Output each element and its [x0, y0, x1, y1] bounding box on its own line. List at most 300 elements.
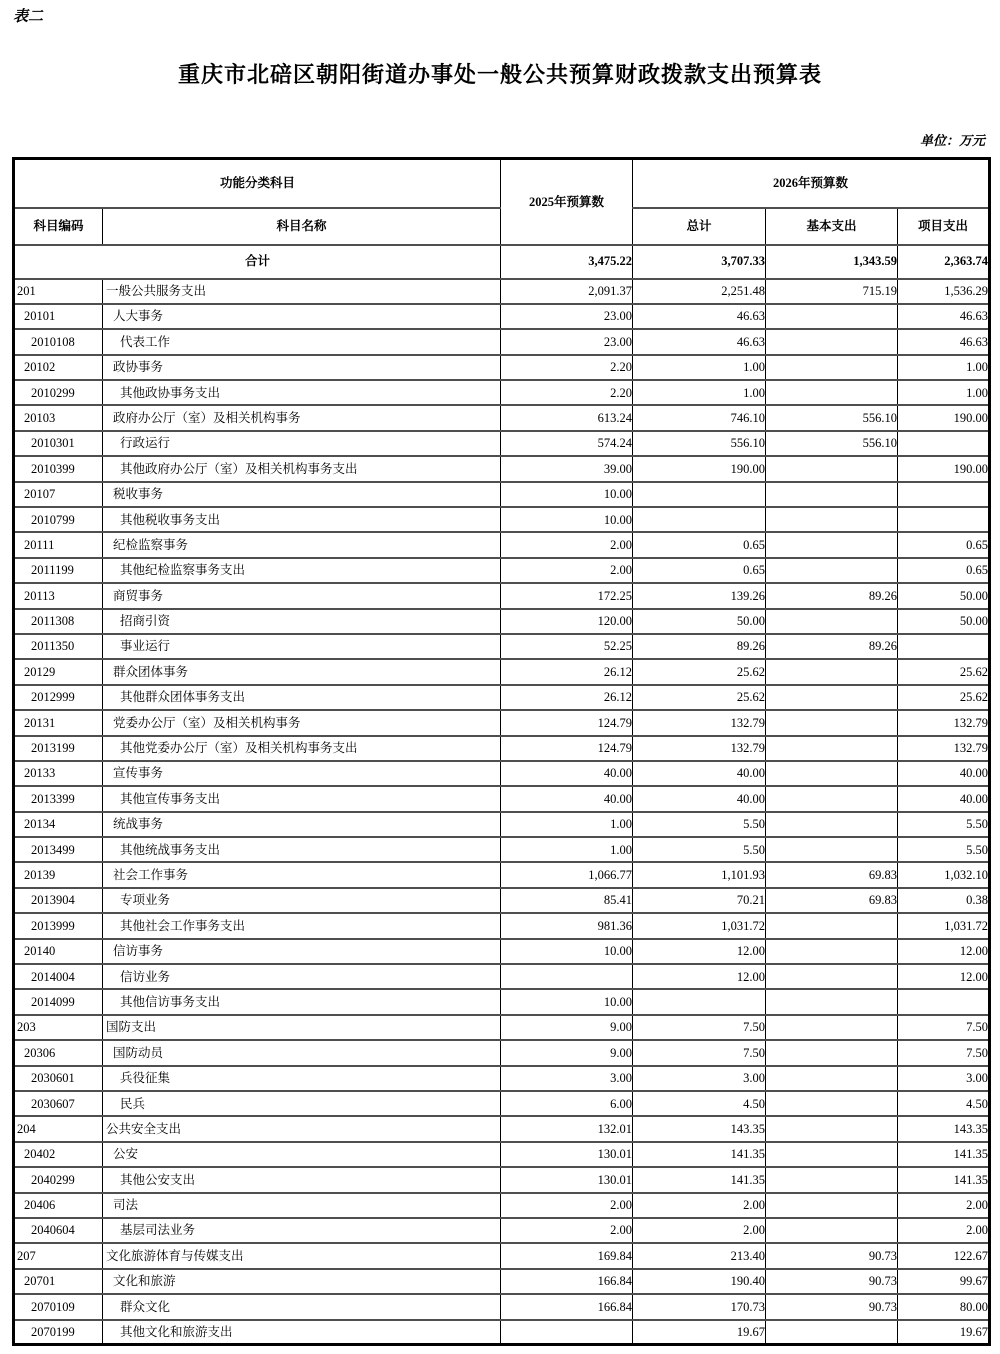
budget-2026-project-cell: 7.50 — [898, 1015, 990, 1040]
budget-2026-total-cell: 5.50 — [633, 837, 766, 862]
budget-2025-cell — [501, 1320, 633, 1345]
subject-name-cell: 国防动员 — [103, 1040, 501, 1065]
budget-2026-basic-cell: 556.10 — [766, 431, 898, 456]
budget-2026-basic-cell — [766, 1193, 898, 1218]
budget-2026-basic-cell — [766, 1116, 898, 1141]
budget-2026-total-cell: 5.50 — [633, 812, 766, 837]
table-row — [14, 710, 990, 735]
header-functional-classification: 功能分类科目 — [14, 159, 501, 208]
subject-code-cell: 2013499 — [14, 837, 103, 862]
budget-2025-cell: 9.00 — [501, 1040, 633, 1065]
budget-2026-total-cell: 1.00 — [633, 380, 766, 405]
table-row — [14, 1269, 990, 1294]
budget-2026-total-cell: 190.00 — [633, 456, 766, 481]
subject-code-cell: 2010799 — [14, 507, 103, 532]
budget-2026-total-cell: 7.50 — [633, 1015, 766, 1040]
budget-2026-total-cell: 141.35 — [633, 1167, 766, 1192]
subject-code-cell: 20101 — [14, 304, 103, 329]
subject-name-cell: 党委办公厅（室）及相关机构事务 — [103, 710, 501, 735]
summary-2025-value: 3,475.22 — [501, 245, 633, 279]
budget-2026-project-cell: 7.50 — [898, 1040, 990, 1065]
table-row — [14, 812, 990, 837]
table-row — [14, 862, 990, 887]
subject-code-cell: 20103 — [14, 405, 103, 430]
budget-2026-project-cell — [898, 431, 990, 456]
budget-2025-cell: 981.36 — [501, 913, 633, 938]
budget-2026-basic-cell: 556.10 — [766, 405, 898, 430]
budget-2025-cell: 26.12 — [501, 659, 633, 684]
budget-2026-project-cell: 143.35 — [898, 1116, 990, 1141]
subject-name-cell: 国防支出 — [103, 1015, 501, 1040]
table-row — [14, 456, 990, 481]
budget-2026-project-cell: 25.62 — [898, 685, 990, 710]
subject-code-cell: 204 — [14, 1116, 103, 1141]
subject-code-cell: 2040604 — [14, 1218, 103, 1243]
subject-name-cell: 招商引资 — [103, 609, 501, 634]
budget-2025-cell: 2.00 — [501, 1218, 633, 1243]
subject-name-cell: 公安 — [103, 1142, 501, 1167]
subject-name-cell: 兵役征集 — [103, 1066, 501, 1091]
budget-2026-total-cell: 3.00 — [633, 1066, 766, 1091]
subject-name-cell: 文化旅游体育与传媒支出 — [103, 1243, 501, 1268]
table-row — [14, 1243, 990, 1268]
subject-code-cell: 2040299 — [14, 1167, 103, 1192]
subject-code-cell: 20107 — [14, 482, 103, 507]
table-row — [14, 1116, 990, 1141]
budget-2025-cell: 120.00 — [501, 609, 633, 634]
budget-2025-cell: 172.25 — [501, 583, 633, 608]
budget-2025-cell: 39.00 — [501, 456, 633, 481]
budget-2026-basic-cell — [766, 710, 898, 735]
budget-2026-basic-cell — [766, 355, 898, 380]
budget-2025-cell: 166.84 — [501, 1269, 633, 1294]
budget-2025-cell: 40.00 — [501, 786, 633, 811]
budget-2026-total-cell: 1,101.93 — [633, 862, 766, 887]
budget-2025-cell: 10.00 — [501, 482, 633, 507]
budget-2026-project-cell: 40.00 — [898, 761, 990, 786]
table-row — [14, 659, 990, 684]
subject-name-cell: 商贸事务 — [103, 583, 501, 608]
table-row — [14, 964, 990, 989]
budget-2025-cell: 574.24 — [501, 431, 633, 456]
budget-2026-total-cell: 746.10 — [633, 405, 766, 430]
budget-2026-total-cell: 4.50 — [633, 1091, 766, 1116]
subject-name-cell: 统战事务 — [103, 812, 501, 837]
budget-2026-total-cell: 25.62 — [633, 685, 766, 710]
budget-2026-project-cell: 132.79 — [898, 710, 990, 735]
table-row — [14, 507, 990, 532]
subject-name-cell: 其他政协事务支出 — [103, 380, 501, 405]
subject-name-cell: 其他政府办公厅（室）及相关机构事务支出 — [103, 456, 501, 481]
budget-2026-basic-cell: 69.83 — [766, 862, 898, 887]
header-basic-expenditure: 基本支出 — [766, 208, 898, 245]
budget-2026-project-cell — [898, 989, 990, 1014]
subject-code-cell: 2013999 — [14, 913, 103, 938]
budget-2026-project-cell: 2.00 — [898, 1218, 990, 1243]
budget-2026-total-cell: 19.67 — [633, 1320, 766, 1345]
table-row — [14, 355, 990, 380]
table-row — [14, 304, 990, 329]
budget-2026-total-cell: 2.00 — [633, 1193, 766, 1218]
table-row — [14, 329, 990, 354]
budget-2025-cell: 10.00 — [501, 989, 633, 1014]
subject-code-cell: 2012999 — [14, 685, 103, 710]
budget-2025-cell: 26.12 — [501, 685, 633, 710]
subject-code-cell: 2030607 — [14, 1091, 103, 1116]
subject-code-cell: 20134 — [14, 812, 103, 837]
subject-code-cell: 20133 — [14, 761, 103, 786]
table-number-label: 表二 — [13, 9, 44, 25]
subject-name-cell: 其他群众团体事务支出 — [103, 685, 501, 710]
budget-2026-basic-cell — [766, 609, 898, 634]
subject-name-cell: 一般公共服务支出 — [103, 279, 501, 304]
budget-2026-basic-cell: 90.73 — [766, 1294, 898, 1319]
header-total: 总计 — [633, 208, 766, 245]
table-row — [14, 380, 990, 405]
subject-name-cell: 文化和旅游 — [103, 1269, 501, 1294]
budget-2026-basic-cell — [766, 1142, 898, 1167]
budget-2026-basic-cell — [766, 989, 898, 1014]
budget-2026-total-cell: 89.26 — [633, 634, 766, 659]
header-project-expenditure: 项目支出 — [898, 208, 990, 245]
table-row — [14, 1091, 990, 1116]
budget-2026-basic-cell — [766, 1218, 898, 1243]
budget-2026-project-cell: 46.63 — [898, 304, 990, 329]
header-2025-budget: 2025年预算数 — [501, 159, 633, 245]
budget-2026-project-cell: 12.00 — [898, 964, 990, 989]
budget-2026-basic-cell — [766, 1066, 898, 1091]
budget-2026-project-cell: 50.00 — [898, 583, 990, 608]
budget-2026-total-cell: 132.79 — [633, 710, 766, 735]
table-row — [14, 1066, 990, 1091]
budget-2026-basic-cell: 69.83 — [766, 888, 898, 913]
budget-2026-total-cell — [633, 482, 766, 507]
table-row — [14, 1193, 990, 1218]
budget-2025-cell: 23.00 — [501, 329, 633, 354]
budget-2025-cell: 10.00 — [501, 939, 633, 964]
table-row — [14, 532, 990, 557]
subject-name-cell: 其他公安支出 — [103, 1167, 501, 1192]
table-row — [14, 761, 990, 786]
budget-2025-cell: 2,091.37 — [501, 279, 633, 304]
budget-2026-basic-cell — [766, 964, 898, 989]
table-row — [14, 482, 990, 507]
subject-code-cell: 2070199 — [14, 1320, 103, 1345]
budget-2026-basic-cell — [766, 558, 898, 583]
budget-2026-basic-cell — [766, 659, 898, 684]
budget-2026-total-cell: 170.73 — [633, 1294, 766, 1319]
table-row — [14, 1040, 990, 1065]
budget-2026-project-cell — [898, 482, 990, 507]
subject-name-cell: 纪检监察事务 — [103, 532, 501, 557]
budget-2025-cell: 166.84 — [501, 1294, 633, 1319]
budget-2025-cell: 1.00 — [501, 812, 633, 837]
budget-2026-basic-cell — [766, 482, 898, 507]
subject-name-cell: 专项业务 — [103, 888, 501, 913]
budget-2025-cell: 2.00 — [501, 532, 633, 557]
budget-2026-basic-cell: 89.26 — [766, 634, 898, 659]
budget-2025-cell: 1.00 — [501, 837, 633, 862]
budget-2026-project-cell: 4.50 — [898, 1091, 990, 1116]
budget-2026-project-cell: 80.00 — [898, 1294, 990, 1319]
table-row — [14, 431, 990, 456]
subject-name-cell: 税收事务 — [103, 482, 501, 507]
table-row — [14, 634, 990, 659]
budget-2026-total-cell: 141.35 — [633, 1142, 766, 1167]
header-2026-budget: 2026年预算数 — [633, 159, 990, 208]
budget-2025-cell: 2.20 — [501, 380, 633, 405]
budget-2026-project-cell — [898, 507, 990, 532]
subject-name-cell: 其他文化和旅游支出 — [103, 1320, 501, 1345]
table-row — [14, 989, 990, 1014]
budget-2026-project-cell: 190.00 — [898, 405, 990, 430]
table-row — [14, 685, 990, 710]
budget-2025-cell: 52.25 — [501, 634, 633, 659]
table-row — [14, 1218, 990, 1243]
subject-name-cell: 社会工作事务 — [103, 862, 501, 887]
subject-code-cell: 20140 — [14, 939, 103, 964]
subject-name-cell: 其他纪检监察事务支出 — [103, 558, 501, 583]
budget-2026-total-cell: 2,251.48 — [633, 279, 766, 304]
subject-code-cell: 20131 — [14, 710, 103, 735]
summary-basic-value: 1,343.59 — [766, 245, 898, 279]
subject-name-cell: 其他税收事务支出 — [103, 507, 501, 532]
subject-code-cell: 20129 — [14, 659, 103, 684]
budget-2026-basic-cell — [766, 1091, 898, 1116]
table-row — [14, 583, 990, 608]
subject-name-cell: 宣传事务 — [103, 761, 501, 786]
budget-2026-basic-cell — [766, 736, 898, 761]
budget-2025-cell: 124.79 — [501, 710, 633, 735]
table-row — [14, 609, 990, 634]
budget-2026-project-cell: 19.67 — [898, 1320, 990, 1345]
budget-2025-cell: 169.84 — [501, 1243, 633, 1268]
budget-2026-basic-cell — [766, 761, 898, 786]
subject-code-cell: 2013399 — [14, 786, 103, 811]
budget-2026-project-cell: 1.00 — [898, 380, 990, 405]
budget-2026-total-cell: 46.63 — [633, 329, 766, 354]
budget-2026-total-cell — [633, 989, 766, 1014]
budget-2025-cell: 10.00 — [501, 507, 633, 532]
budget-2025-cell: 23.00 — [501, 304, 633, 329]
budget-2026-basic-cell — [766, 812, 898, 837]
subject-code-cell: 20701 — [14, 1269, 103, 1294]
table-row — [14, 1167, 990, 1192]
subject-code-cell: 207 — [14, 1243, 103, 1268]
budget-2025-cell: 2.00 — [501, 1193, 633, 1218]
budget-2026-total-cell: 556.10 — [633, 431, 766, 456]
unit-label: 单位：万元 — [919, 133, 985, 148]
budget-2026-total-cell: 139.26 — [633, 583, 766, 608]
budget-2025-cell: 124.79 — [501, 736, 633, 761]
budget-2026-basic-cell: 89.26 — [766, 583, 898, 608]
budget-2026-total-cell: 190.40 — [633, 1269, 766, 1294]
budget-2026-project-cell: 122.67 — [898, 1243, 990, 1268]
budget-2026-total-cell: 1.00 — [633, 355, 766, 380]
table-row — [14, 837, 990, 862]
subject-name-cell: 民兵 — [103, 1091, 501, 1116]
budget-2025-cell: 2.20 — [501, 355, 633, 380]
subject-code-cell: 20102 — [14, 355, 103, 380]
budget-2026-basic-cell — [766, 786, 898, 811]
budget-2026-basic-cell — [766, 1167, 898, 1192]
budget-2026-project-cell: 40.00 — [898, 786, 990, 811]
subject-code-cell: 2013904 — [14, 888, 103, 913]
budget-2026-total-cell: 12.00 — [633, 964, 766, 989]
budget-2025-cell: 130.01 — [501, 1167, 633, 1192]
budget-2026-project-cell: 12.00 — [898, 939, 990, 964]
subject-name-cell: 行政运行 — [103, 431, 501, 456]
summary-total-value: 3,707.33 — [633, 245, 766, 279]
subject-code-cell: 2011308 — [14, 609, 103, 634]
subject-name-cell: 人大事务 — [103, 304, 501, 329]
budget-2026-total-cell: 132.79 — [633, 736, 766, 761]
budget-2025-cell: 613.24 — [501, 405, 633, 430]
budget-2026-project-cell: 5.50 — [898, 837, 990, 862]
table-row — [14, 1294, 990, 1319]
header-subject-name: 科目名称 — [103, 208, 501, 245]
table-row — [14, 888, 990, 913]
budget-2026-basic-cell — [766, 329, 898, 354]
subject-code-cell: 20113 — [14, 583, 103, 608]
budget-2025-cell: 3.00 — [501, 1066, 633, 1091]
budget-2025-cell: 6.00 — [501, 1091, 633, 1116]
subject-name-cell: 其他信访事务支出 — [103, 989, 501, 1014]
subject-name-cell: 政协事务 — [103, 355, 501, 380]
subject-name-cell: 公共安全支出 — [103, 1116, 501, 1141]
subject-code-cell: 2010301 — [14, 431, 103, 456]
subject-name-cell: 其他统战事务支出 — [103, 837, 501, 862]
budget-2026-project-cell: 50.00 — [898, 609, 990, 634]
subject-code-cell: 2010108 — [14, 329, 103, 354]
budget-2025-cell: 1,066.77 — [501, 862, 633, 887]
budget-2026-total-cell — [633, 507, 766, 532]
subject-name-cell: 基层司法业务 — [103, 1218, 501, 1243]
budget-2026-project-cell: 190.00 — [898, 456, 990, 481]
budget-2026-project-cell: 0.65 — [898, 532, 990, 557]
table-row — [14, 279, 990, 304]
subject-code-cell: 2010299 — [14, 380, 103, 405]
budget-2026-total-cell: 46.63 — [633, 304, 766, 329]
budget-2026-basic-cell — [766, 532, 898, 557]
table-row — [14, 1015, 990, 1040]
budget-2026-total-cell: 0.65 — [633, 532, 766, 557]
summary-label: 合计 — [14, 245, 501, 279]
budget-2026-total-cell: 50.00 — [633, 609, 766, 634]
table-row — [14, 736, 990, 761]
subject-code-cell: 20139 — [14, 862, 103, 887]
subject-code-cell: 203 — [14, 1015, 103, 1040]
subject-name-cell: 其他党委办公厅（室）及相关机构事务支出 — [103, 736, 501, 761]
subject-code-cell: 20306 — [14, 1040, 103, 1065]
subject-name-cell: 代表工作 — [103, 329, 501, 354]
subject-code-cell: 2014004 — [14, 964, 103, 989]
budget-2025-cell: 85.41 — [501, 888, 633, 913]
subject-code-cell: 2030601 — [14, 1066, 103, 1091]
subject-code-cell: 20406 — [14, 1193, 103, 1218]
budget-2026-basic-cell — [766, 456, 898, 481]
subject-code-cell: 2014099 — [14, 989, 103, 1014]
table-row — [14, 405, 990, 430]
subject-name-cell: 司法 — [103, 1193, 501, 1218]
page-title: 重庆市北碚区朝阳街道办事处一般公共预算财政拨款支出预算表 — [177, 62, 822, 87]
budget-2026-total-cell: 1,031.72 — [633, 913, 766, 938]
subject-code-cell: 2070109 — [14, 1294, 103, 1319]
budget-2026-basic-cell — [766, 685, 898, 710]
subject-code-cell: 2011350 — [14, 634, 103, 659]
subject-name-cell: 群众文化 — [103, 1294, 501, 1319]
table-row — [14, 558, 990, 583]
budget-2026-basic-cell — [766, 507, 898, 532]
subject-code-cell: 2013199 — [14, 736, 103, 761]
budget-2026-project-cell: 132.79 — [898, 736, 990, 761]
budget-2026-total-cell: 0.65 — [633, 558, 766, 583]
budget-2026-project-cell: 25.62 — [898, 659, 990, 684]
budget-2026-project-cell: 141.35 — [898, 1167, 990, 1192]
budget-2026-project-cell: 0.65 — [898, 558, 990, 583]
budget-2026-basic-cell — [766, 939, 898, 964]
budget-2026-total-cell: 25.62 — [633, 659, 766, 684]
budget-2026-basic-cell — [766, 913, 898, 938]
budget-2026-basic-cell — [766, 1320, 898, 1345]
summary-project-value: 2,363.74 — [898, 245, 990, 279]
budget-2026-basic-cell — [766, 1040, 898, 1065]
subject-code-cell: 2011199 — [14, 558, 103, 583]
budget-2026-basic-cell — [766, 837, 898, 862]
budget-2026-project-cell: 1,032.10 — [898, 862, 990, 887]
budget-2026-basic-cell: 90.73 — [766, 1243, 898, 1268]
budget-2026-basic-cell: 715.19 — [766, 279, 898, 304]
budget-2026-project-cell: 46.63 — [898, 329, 990, 354]
budget-2026-total-cell: 12.00 — [633, 939, 766, 964]
subject-name-cell: 信访业务 — [103, 964, 501, 989]
subject-code-cell: 20111 — [14, 532, 103, 557]
subject-code-cell: 201 — [14, 279, 103, 304]
budget-2025-cell: 9.00 — [501, 1015, 633, 1040]
budget-2026-project-cell: 1.00 — [898, 355, 990, 380]
table-row — [14, 786, 990, 811]
budget-2026-total-cell: 70.21 — [633, 888, 766, 913]
budget-2026-project-cell: 5.50 — [898, 812, 990, 837]
budget-2026-project-cell: 1,031.72 — [898, 913, 990, 938]
subject-name-cell: 其他社会工作事务支出 — [103, 913, 501, 938]
budget-2026-project-cell: 1,536.29 — [898, 279, 990, 304]
subject-name-cell: 群众团体事务 — [103, 659, 501, 684]
table-row — [14, 913, 990, 938]
budget-2025-cell: 40.00 — [501, 761, 633, 786]
subject-name-cell: 其他宣传事务支出 — [103, 786, 501, 811]
budget-2025-cell: 132.01 — [501, 1116, 633, 1141]
budget-2026-total-cell: 2.00 — [633, 1218, 766, 1243]
table-row — [14, 1320, 990, 1345]
summary-row — [14, 245, 990, 279]
table-row — [14, 1142, 990, 1167]
budget-2026-project-cell: 2.00 — [898, 1193, 990, 1218]
budget-2026-basic-cell: 90.73 — [766, 1269, 898, 1294]
subject-code-cell: 20402 — [14, 1142, 103, 1167]
budget-2025-cell: 130.01 — [501, 1142, 633, 1167]
budget-2026-basic-cell — [766, 304, 898, 329]
header-subject-code: 科目编码 — [14, 208, 103, 245]
budget-2026-total-cell: 7.50 — [633, 1040, 766, 1065]
budget-2026-project-cell: 0.38 — [898, 888, 990, 913]
budget-2026-project-cell: 3.00 — [898, 1066, 990, 1091]
budget-2026-total-cell: 40.00 — [633, 761, 766, 786]
subject-code-cell: 2010399 — [14, 456, 103, 481]
subject-name-cell: 事业运行 — [103, 634, 501, 659]
budget-2026-basic-cell — [766, 1015, 898, 1040]
budget-2026-total-cell: 143.35 — [633, 1116, 766, 1141]
